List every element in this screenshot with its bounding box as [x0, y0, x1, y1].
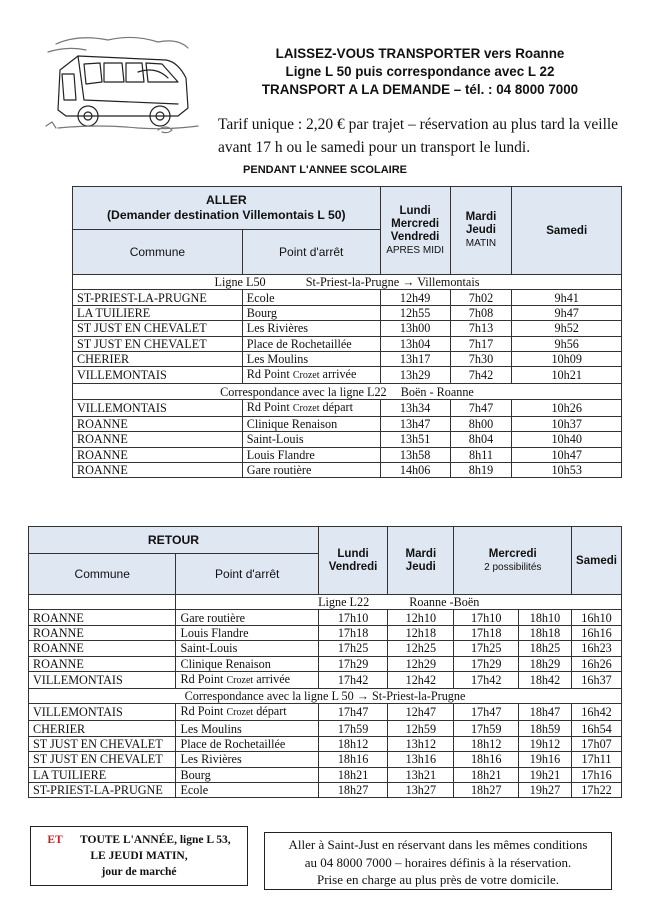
time-cell: 9h41: [512, 290, 622, 305]
time-cell: 19h16: [518, 752, 571, 767]
time-cell: 18h47: [518, 704, 571, 721]
time-cell: 12h10: [388, 610, 454, 625]
aller-group1: [73, 290, 622, 384]
arret-cell: Ecole: [176, 782, 318, 797]
arret-cell: Bourg: [176, 767, 318, 782]
tarif-text: Tarif unique : 2,20 € par trajet – réservation au plus tard la veille avant 17 h ou le samedi pour un transport le lundi.: [218, 116, 619, 156]
table-row: [29, 610, 622, 625]
table-row: [73, 447, 622, 462]
commune-cell: CHERIER: [29, 721, 176, 736]
commune-cell: ROANNE: [29, 610, 176, 625]
aller-day2-label: Mardi Jeudi: [465, 211, 497, 236]
retour-table: [28, 526, 622, 798]
time-cell: 17h29: [454, 656, 518, 671]
time-cell: 17h59: [318, 721, 387, 736]
time-cell: 8h04: [450, 432, 512, 447]
table-row: [29, 656, 622, 671]
arret-cell: Gare routière: [242, 462, 380, 477]
retour-section-l50: [29, 688, 622, 703]
table-row: [73, 416, 622, 431]
time-cell: 13h29: [380, 367, 450, 384]
time-cell: 17h29: [318, 656, 387, 671]
time-cell: 8h11: [450, 447, 512, 462]
arret-cell: Saint-Louis: [176, 641, 318, 656]
time-cell: 10h21: [512, 367, 622, 384]
time-cell: 7h17: [450, 336, 512, 351]
aller-col-arret: Point d'arrêt: [242, 230, 380, 275]
footer-l53-line1: TOUTE L'ANNÉE, ligne L 53,: [80, 834, 231, 846]
time-cell: 13h21: [388, 767, 454, 782]
commune-cell: ROANNE: [29, 641, 176, 656]
commune-cell: ROANNE: [73, 462, 243, 477]
arret-cell: Place de Rochetaillée: [176, 736, 318, 751]
time-cell: 13h58: [380, 447, 450, 462]
period-heading: PENDANT L'ANNEE SCOLAIRE: [243, 164, 407, 176]
aller-sec1-right: St-Priest-la-Prugne → Villemontais: [305, 275, 480, 290]
time-cell: 17h22: [572, 782, 622, 797]
aller-sec1-left: Ligne L50: [214, 275, 266, 290]
commune-cell: ST JUST EN CHEVALET: [29, 736, 176, 751]
retour-sec1-right: Roanne -Boën: [409, 595, 480, 610]
arret-cell: Gare routière: [176, 610, 318, 625]
time-cell: 12h25: [388, 641, 454, 656]
arret-name: Rd Point: [180, 671, 224, 686]
time-cell: 12h59: [388, 721, 454, 736]
commune-cell: ST JUST EN CHEVALET: [29, 752, 176, 767]
time-cell: 18h12: [454, 736, 518, 751]
footer-reservation-box: [264, 832, 612, 890]
time-cell: 18h18: [518, 625, 571, 640]
footer-res-line1: Aller à Saint-Just en réservant dans les mêmes conditions: [288, 837, 588, 852]
aller-col-commune: Commune: [73, 230, 243, 275]
footer-l53-line2: LE JEUDI MATIN,: [90, 850, 188, 862]
time-cell: 17h18: [318, 625, 387, 640]
header-title-line2: Ligne L 50 puis correspondance avec L 22: [285, 64, 555, 79]
time-cell: 17h25: [318, 641, 387, 656]
commune-cell: VILLEMONTAIS: [73, 367, 243, 384]
commune-cell: LA TUILIERE: [29, 767, 176, 782]
time-cell: 18h12: [318, 736, 387, 751]
arret-cell: [242, 399, 380, 416]
time-cell: 10h40: [512, 432, 622, 447]
retour-col-commune: Commune: [29, 554, 176, 595]
table-row: [73, 462, 622, 477]
time-cell: 13h51: [380, 432, 450, 447]
time-cell: 16h26: [572, 656, 622, 671]
aller-col-day1: [380, 187, 450, 275]
retour-col-day2: Mardi Jeudi: [388, 527, 454, 595]
commune-cell: ROANNE: [29, 656, 176, 671]
commune-cell: ROANNE: [73, 432, 243, 447]
arret-name: Rd Point: [246, 399, 290, 414]
retour-sec2-right: → St-Priest-la-Prugne: [356, 689, 466, 704]
table-row: [29, 752, 622, 767]
retour-sec1-left: Ligne L22: [318, 595, 370, 610]
aller-col-day3: Samedi: [512, 187, 622, 275]
arret-tail: arrivée: [256, 671, 291, 686]
table-row: [73, 432, 622, 447]
commune-cell: VILLEMONTAIS: [29, 704, 176, 721]
time-cell: 18h21: [318, 767, 387, 782]
commune-cell: CHERIER: [73, 351, 243, 366]
retour-col-arret: Point d'arrêt: [176, 554, 318, 595]
time-cell: 16h54: [572, 721, 622, 736]
commune-cell: ST-PRIEST-LA-PRUGNE: [73, 290, 243, 305]
time-cell: 13h34: [380, 399, 450, 416]
time-cell: 18h27: [318, 782, 387, 797]
time-cell: 12h29: [388, 656, 454, 671]
time-cell: 7h08: [450, 305, 512, 320]
arret-tail: départ: [322, 399, 353, 414]
time-cell: 18h27: [454, 782, 518, 797]
arret-cell: Louis Flandre: [176, 625, 318, 640]
table-row: [73, 367, 622, 384]
time-cell: 17h42: [454, 671, 518, 688]
time-cell: 12h55: [380, 305, 450, 320]
time-cell: 17h10: [318, 610, 387, 625]
table-row: [73, 351, 622, 366]
time-cell: 19h27: [518, 782, 571, 797]
footer-l53-line3: jour de marché: [101, 866, 177, 878]
time-cell: 17h25: [454, 641, 518, 656]
time-cell: 17h42: [318, 671, 387, 688]
time-cell: 12h49: [380, 290, 450, 305]
table-row: [29, 625, 622, 640]
time-cell: 17h10: [454, 610, 518, 625]
table-row: [73, 305, 622, 320]
time-cell: 10h47: [512, 447, 622, 462]
table-row: [29, 767, 622, 782]
time-cell: 13h47: [380, 416, 450, 431]
aller-col-day2: [450, 187, 512, 275]
time-cell: 18h25: [518, 641, 571, 656]
header-title-line3: TRANSPORT A LA DEMANDE – tél. : 04 8000 7000: [261, 82, 579, 97]
time-cell: 18h16: [454, 752, 518, 767]
time-cell: 17h18: [454, 625, 518, 640]
arret-cell: Bourg: [242, 305, 380, 320]
bus-illustration-icon: [38, 30, 208, 142]
time-cell: 19h21: [518, 767, 571, 782]
time-cell: 8h19: [450, 462, 512, 477]
time-cell: 13h27: [388, 782, 454, 797]
time-cell: 18h59: [518, 721, 571, 736]
time-cell: 7h47: [450, 399, 512, 416]
retour-col-day4: Samedi: [572, 527, 622, 595]
table-row: [29, 671, 622, 688]
retour-section-l22: [29, 595, 622, 610]
retour-sec2-left: Correspondance avec la ligne L 50: [184, 689, 354, 704]
arret-cell: Clinique Renaison: [176, 656, 318, 671]
time-cell: 10h26: [512, 399, 622, 416]
footer-res-line2: au 04 8000 7000 – horaires définis à la réservation.: [304, 854, 572, 870]
time-cell: 18h29: [518, 656, 571, 671]
time-cell: 16h10: [572, 610, 622, 625]
table-row: [73, 321, 622, 336]
footer-res-line3: Prise en charge au plus près de votre domicile.: [317, 872, 559, 887]
aller-section-l22: [73, 384, 622, 399]
arret-cell: Les Rivières: [176, 752, 318, 767]
time-cell: 7h42: [450, 367, 512, 384]
time-cell: 10h37: [512, 416, 622, 431]
time-cell: 13h16: [388, 752, 454, 767]
time-cell: 9h47: [512, 305, 622, 320]
time-cell: 8h00: [450, 416, 512, 431]
commune-cell: ROANNE: [73, 416, 243, 431]
retour-day3-label: Mercredi: [488, 547, 537, 560]
commune-cell: VILLEMONTAIS: [29, 671, 176, 688]
aller-header-title: [73, 187, 381, 230]
time-cell: 7h02: [450, 290, 512, 305]
time-cell: 7h30: [450, 351, 512, 366]
time-cell: 14h06: [380, 462, 450, 477]
table-row: [29, 782, 622, 797]
retour-col-day1: Lundi Vendredi: [318, 527, 387, 595]
aller-table: [72, 186, 622, 478]
header-title-line1: LAISSEZ-VOUS TRANSPORTER vers Roanne: [275, 46, 565, 61]
time-cell: 9h52: [512, 321, 622, 336]
time-cell: 16h42: [572, 704, 622, 721]
arret-name: Rd Point: [180, 704, 224, 719]
retour-title: RETOUR: [29, 527, 319, 554]
time-cell: 9h56: [512, 336, 622, 351]
arret-cell: Place de Rochetaillée: [242, 336, 380, 351]
time-cell: 17h47: [318, 704, 387, 721]
arret-tail: arrivée: [322, 367, 357, 382]
arret-cell: [242, 367, 380, 384]
arret-cell: Saint-Louis: [242, 432, 380, 447]
time-cell: 17h47: [454, 704, 518, 721]
time-cell: 10h09: [512, 351, 622, 366]
time-cell: 17h07: [572, 736, 622, 751]
arret-cell: Ecole: [242, 290, 380, 305]
aller-day1-sub: APRES MIDI: [386, 244, 444, 256]
aller-day1-label: Lundi Mercredi Vendredi: [390, 204, 440, 243]
commune-cell: ROANNE: [29, 625, 176, 640]
commune-cell: LA TUILIERE: [73, 305, 243, 320]
arret-small: Crozet: [226, 674, 254, 686]
arret-cell: [176, 704, 318, 721]
time-cell: 19h12: [518, 736, 571, 751]
aller-section-l50: [73, 275, 622, 290]
aller-subtitle: (Demander destination Villemontais L 50): [107, 208, 346, 222]
retour-group2: [29, 704, 622, 798]
arret-cell: Louis Flandre: [242, 447, 380, 462]
table-row: [29, 721, 622, 736]
retour-day3-sub: 2 possibilités: [484, 561, 542, 573]
arret-name: Rd Point: [246, 367, 290, 382]
arret-small: Crozet: [292, 370, 320, 382]
table-row: [73, 290, 622, 305]
commune-cell: VILLEMONTAIS: [73, 399, 243, 416]
time-cell: 16h16: [572, 625, 622, 640]
arret-cell: Clinique Renaison: [242, 416, 380, 431]
time-cell: 13h00: [380, 321, 450, 336]
time-cell: 12h47: [388, 704, 454, 721]
time-cell: 18h42: [518, 671, 571, 688]
time-cell: 18h21: [454, 767, 518, 782]
time-cell: 12h42: [388, 671, 454, 688]
retour-group1: [29, 610, 622, 689]
time-cell: 13h04: [380, 336, 450, 351]
table-row: [29, 704, 622, 721]
footer-et: ET: [47, 834, 63, 846]
footer-l53-box: [30, 826, 248, 886]
aller-sec2-right: Boën - Roanne: [400, 384, 474, 399]
arret-cell: [176, 671, 318, 688]
time-cell: 7h13: [450, 321, 512, 336]
arret-cell: Les Moulins: [176, 721, 318, 736]
aller-sec2-left: Correspondance avec la ligne L22: [220, 384, 387, 399]
aller-day2-sub: MATIN: [465, 238, 497, 249]
table-row: [29, 736, 622, 751]
commune-cell: ROANNE: [73, 447, 243, 462]
arret-small: Crozet: [226, 707, 254, 719]
commune-cell: ST-PRIEST-LA-PRUGNE: [29, 782, 176, 797]
arret-cell: Les Moulins: [242, 351, 380, 366]
retour-col-day3: [454, 527, 572, 595]
commune-cell: ST JUST EN CHEVALET: [73, 336, 243, 351]
time-cell: 18h16: [318, 752, 387, 767]
time-cell: 13h17: [380, 351, 450, 366]
aller-group2: [73, 399, 622, 478]
arret-cell: Les Rivières: [242, 321, 380, 336]
time-cell: 13h12: [388, 736, 454, 751]
time-cell: 17h16: [572, 767, 622, 782]
commune-cell: ST JUST EN CHEVALET: [73, 321, 243, 336]
table-row: [73, 399, 622, 416]
table-row: [29, 641, 622, 656]
time-cell: 12h18: [388, 625, 454, 640]
time-cell: 18h10: [518, 610, 571, 625]
time-cell: 16h37: [572, 671, 622, 688]
arret-tail: départ: [256, 704, 287, 719]
time-cell: 17h11: [572, 752, 622, 767]
arret-small: Crozet: [292, 402, 320, 414]
time-cell: 16h23: [572, 641, 622, 656]
time-cell: 10h53: [512, 462, 622, 477]
time-cell: 17h59: [454, 721, 518, 736]
aller-title: ALLER: [206, 193, 247, 207]
table-row: [73, 336, 622, 351]
